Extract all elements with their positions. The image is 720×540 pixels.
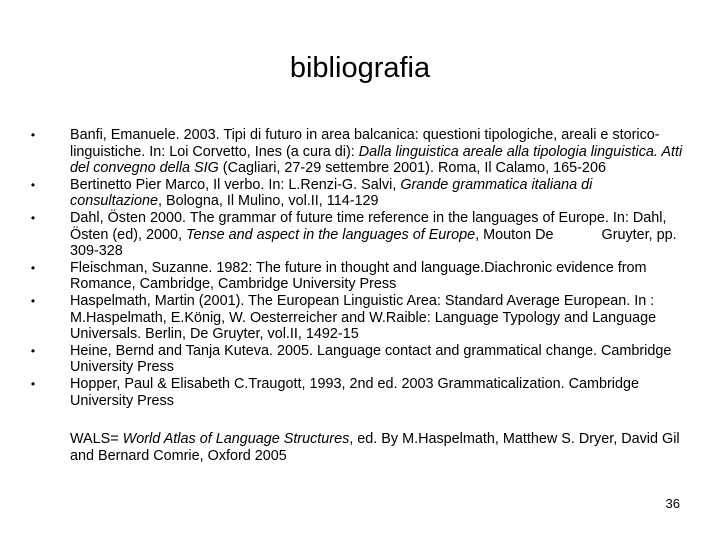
text-run: (Cagliari, 27-29 settembre 2001). Roma, Il Calamo, 165-206 bbox=[218, 160, 606, 177]
reference-text bbox=[70, 127, 688, 177]
text-run: Gruyter, pp. 309-328 bbox=[70, 226, 677, 260]
text-run: Heine, Bernd and Tanja Kuteva. 2005. Language contact and grammatical change. Cambridge University Press bbox=[70, 342, 672, 376]
text-run: , ed. By M.Haspelmath, Matthew S. Dryer, David Gil and Bernard Comrie, Oxford 2005 bbox=[70, 431, 680, 464]
reference-item bbox=[28, 343, 688, 376]
text-run: Haspelmath, Martin (2001). The European Linguistic Area: Standard Average European. In : M.Haspelmath, E.König, W. Oesterreicher and W.Raible: Language Typology and Language Universals. Berlin, De Gruyter, vol.II, 1492-15 bbox=[70, 292, 657, 343]
reference-text bbox=[70, 376, 688, 409]
text-run: WALS= bbox=[70, 431, 123, 447]
reference-text bbox=[70, 293, 688, 343]
reference-text bbox=[70, 260, 688, 293]
text-run: Dahl, Östen 2000. The grammar of future time reference in the languages of Europe. In: Dahl, Östen (ed), 2000, bbox=[70, 209, 667, 243]
slide-title: bibliografia bbox=[289, 52, 431, 84]
text-run: Banfi, Emanuele. 2003. Tipi di futuro in area balcanica: questioni tipologiche, areali e storico-linguistiche. In: Loi Corvetto, Ines (a cura di): bbox=[70, 127, 660, 160]
text-run: Bertinetto Pier Marco, Il verbo. In: L.Renzi-G. Salvi, bbox=[70, 176, 401, 193]
bullet-icon: • bbox=[30, 293, 36, 308]
reference-item bbox=[28, 210, 688, 260]
reference-item bbox=[28, 177, 688, 210]
reference-list bbox=[28, 127, 688, 409]
bullet-icon: • bbox=[30, 128, 36, 142]
italic-title: Dalla linguistica areale alla tipologia linguistica. Atti del convegno della SIG bbox=[70, 143, 683, 177]
bullet-icon: • bbox=[30, 177, 36, 192]
reference-text bbox=[70, 210, 688, 260]
bullet-icon: • bbox=[30, 376, 36, 391]
reference-item bbox=[28, 293, 688, 343]
italic-title: Tense and aspect in the languages of Europe bbox=[186, 226, 476, 243]
bullet-icon: • bbox=[30, 210, 36, 225]
text-run: Hopper, Paul & Elisabeth C.Traugott, 1993, 2nd ed. 2003 Grammaticalization. Cambridge University Press bbox=[70, 375, 640, 409]
bullet-icon: • bbox=[30, 260, 36, 275]
reference-text bbox=[70, 177, 688, 210]
bullet-icon: • bbox=[30, 343, 36, 358]
italic-title: World Atlas of Language Structures bbox=[122, 431, 350, 447]
italic-title: Grande grammatica italiana di consultazione bbox=[70, 176, 593, 210]
reference-item bbox=[28, 260, 688, 293]
page-number: 36 bbox=[665, 496, 680, 511]
reference-text bbox=[70, 343, 688, 376]
wals-note bbox=[70, 431, 690, 464]
text-run: Fleischman, Suzanne. 1982: The future in thought and language.Diachronic evidence from Romance, Cambridge, Cambridge University Press bbox=[70, 259, 647, 293]
text-run: , Mouton De bbox=[475, 226, 558, 243]
reference-item bbox=[28, 376, 688, 409]
text-run: , Bologna, Il Mulino, vol.II, 114-129 bbox=[158, 193, 379, 210]
reference-item bbox=[28, 127, 688, 177]
